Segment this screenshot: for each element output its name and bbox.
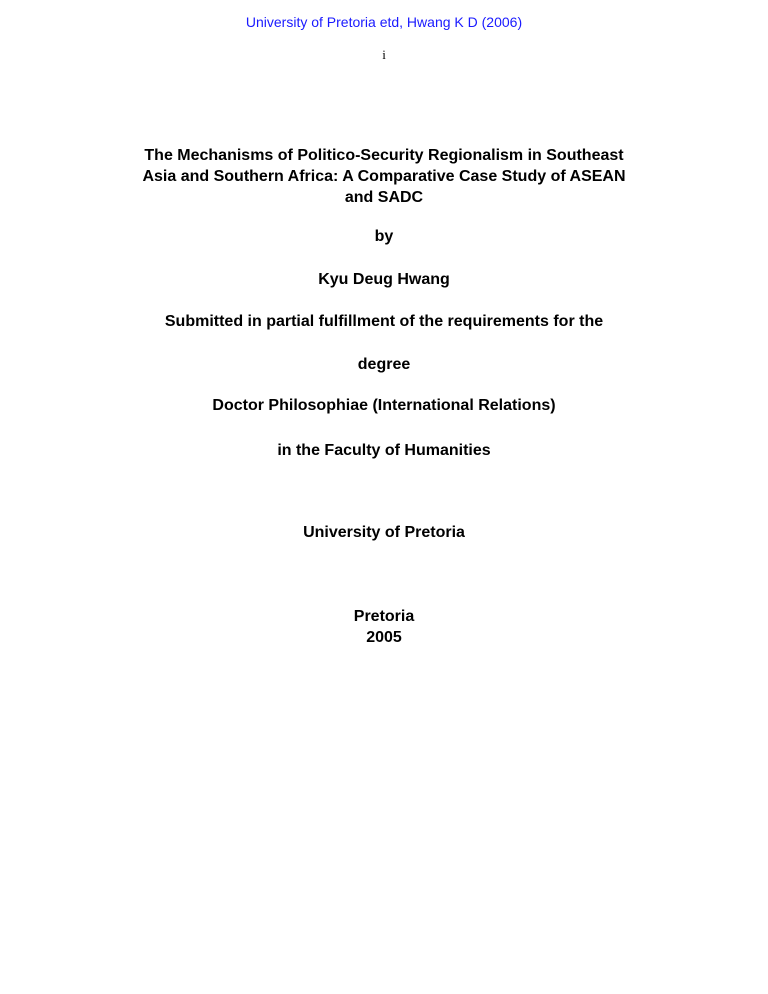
thesis-title [0,145,768,208]
header-watermark-link[interactable]: University of Pretoria etd, Hwang K D (2006) [245,14,523,30]
by-label: by [374,228,394,245]
submission-statement-line-2: degree [357,356,411,373]
title-line-2: Asia and Southern Africa: A Comparative Case Study of ASEAN [142,168,626,185]
university-name: University of Pretoria [303,524,465,541]
author-name: Kyu Deug Hwang [318,271,450,288]
title-line-1: The Mechanisms of Politico-Security Regionalism in Southeast [144,147,624,164]
title-line-3: and SADC [344,189,424,206]
faculty-name: in the Faculty of Humanities [277,442,491,459]
degree-name: Doctor Philosophiae (International Relations) [212,397,556,414]
page-number: i [382,47,386,62]
submission-statement-line-1: Submitted in partial fulfillment of the requirements for the [164,313,604,330]
submission-year: 2005 [366,629,402,646]
place-name: Pretoria [353,608,415,625]
